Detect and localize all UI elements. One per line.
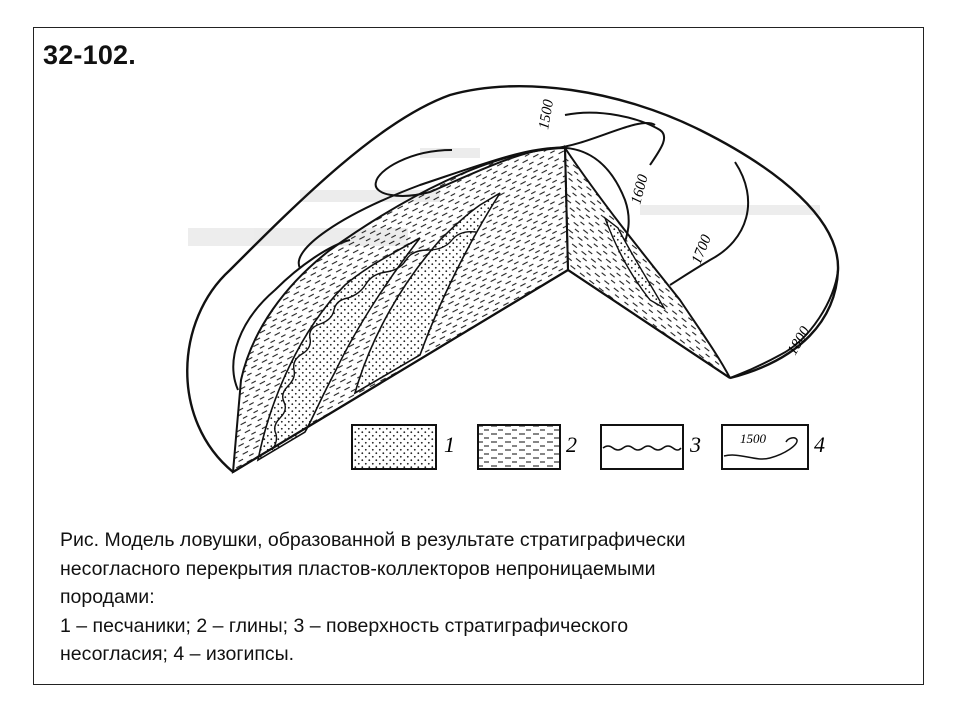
legend-key-2: 2 [566,432,577,457]
caption-line: 1 – песчаники; 2 – глины; 3 – поверхность стратиграфического [60,614,629,637]
contour-label-1800: 1800 [784,324,814,358]
caption-line: несогласного перекрытия пластов-коллекторов непроницаемыми [60,557,656,580]
legend-contour-label: 1500 [740,431,766,446]
contour-label-1600: 1600 [628,172,652,207]
legend-item-clay [478,425,577,469]
legend-key-4: 4 [814,432,825,457]
legend-item-isohypse [722,425,825,469]
figure-caption [60,526,880,669]
contour-label-1700: 1700 [688,232,715,267]
slide-number: 32-102. [43,40,136,70]
caption-line: несогласия; 4 – изогипсы. [60,643,295,665]
contour-1500-right [565,113,664,165]
legend [352,425,825,469]
caption-line: породами: [60,586,155,608]
legend-key-1: 1 [444,432,455,457]
legend-item-unconformity [601,425,701,469]
contour-1800-line [730,270,838,378]
contour-label-1500: 1500 [536,98,558,131]
caption-line: Рис. Модель ловушки, образованной в результате стратиграфически [60,529,686,551]
legend-item-sandstone [352,425,455,469]
legend-key-3: 3 [690,432,701,457]
